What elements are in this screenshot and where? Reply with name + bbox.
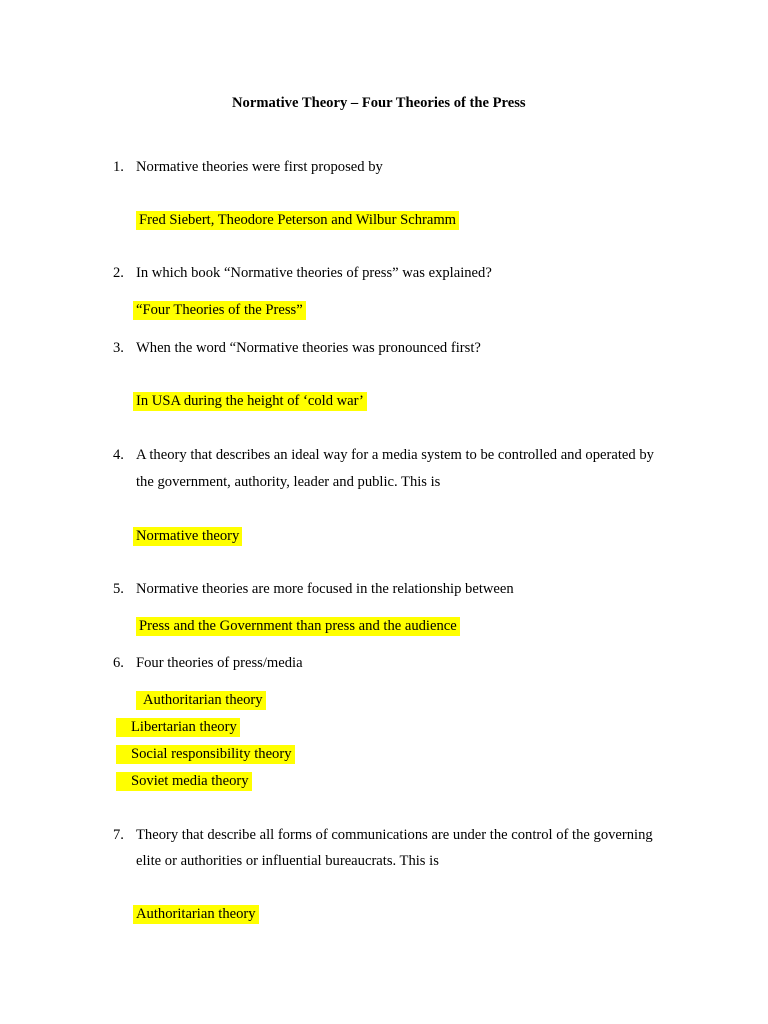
- question-text: the government, authority, leader and public. This is: [136, 474, 441, 490]
- question-text: elite or authorities or influential bureaucrats. This is: [136, 853, 439, 869]
- question-text: When the word “Normative theories was pronounced first?: [136, 340, 481, 356]
- answer-highlight: Normative theory: [133, 527, 242, 546]
- question-number: 7.: [113, 827, 124, 843]
- question-number: 6.: [113, 655, 124, 671]
- answer-highlight: In USA during the height of ‘cold war’: [133, 392, 367, 411]
- question-text: Normative theories were first proposed by: [136, 159, 383, 175]
- answer-highlight: Press and the Government than press and the audience: [136, 617, 460, 636]
- answer-highlight: “Four Theories of the Press”: [133, 301, 306, 320]
- answer-highlight: Soviet media theory: [116, 772, 252, 791]
- answer-highlight: Libertarian theory: [116, 718, 240, 737]
- question-text: Normative theories are more focused in the relationship between: [136, 581, 514, 597]
- question-text: In which book “Normative theories of press” was explained?: [136, 265, 492, 281]
- question-text: Theory that describe all forms of communications are under the control of the governing: [136, 827, 653, 843]
- question-text: A theory that describes an ideal way for a media system to be controlled and operated by: [136, 447, 654, 463]
- question-number: 4.: [113, 447, 124, 463]
- question-text: Four theories of press/media: [136, 655, 303, 671]
- question-number: 3.: [113, 340, 124, 356]
- answer-highlight: Authoritarian theory: [133, 905, 259, 924]
- question-number: 1.: [113, 159, 124, 175]
- answer-highlight: Authoritarian theory: [136, 691, 266, 710]
- question-number: 2.: [113, 265, 124, 281]
- answer-highlight: Fred Siebert, Theodore Peterson and Wilbur Schramm: [136, 211, 459, 230]
- answer-highlight: Social responsibility theory: [116, 745, 295, 764]
- page-title: Normative Theory – Four Theories of the Press: [232, 95, 526, 111]
- question-number: 5.: [113, 581, 124, 597]
